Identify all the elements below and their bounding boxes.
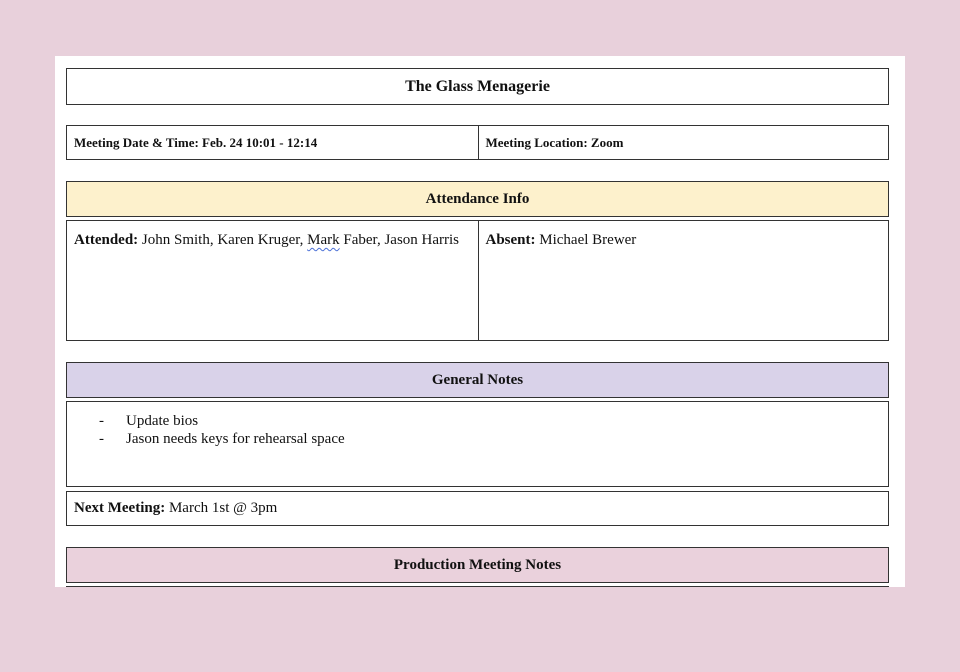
document-title: The Glass Menagerie (66, 68, 889, 105)
spellcheck-flagged-word[interactable]: Mark (307, 232, 340, 248)
meeting-datetime: Meeting Date & Time: Feb. 24 10:01 - 12:14 (74, 134, 318, 150)
bullet-marker: - (99, 431, 104, 447)
general-notes-heading: General Notes (66, 362, 889, 398)
list-item (99, 412, 888, 430)
list-item-text: Jason needs keys for rehearsal space (126, 431, 345, 447)
meeting-info-row (66, 125, 889, 160)
production-notes-heading: Production Meeting Notes (66, 547, 889, 583)
bullet-marker: - (99, 413, 104, 429)
production-notes-table (66, 586, 889, 587)
attended-names-start: John Smith, Karen Kruger, (138, 232, 308, 248)
general-notes-list (99, 412, 888, 448)
meeting-location: Meeting Location: Zoom (478, 126, 889, 159)
attendance-table (66, 220, 889, 341)
next-meeting-value: March 1st @ 3pm (165, 500, 278, 516)
list-item (99, 430, 888, 448)
absent-label: Absent: (485, 232, 536, 248)
attended-names-end: Faber, Jason Harris (339, 232, 460, 248)
attended-cell (67, 221, 478, 340)
document-page (55, 56, 905, 587)
absent-names: Michael Brewer (535, 232, 637, 248)
attended-label: Attended: (74, 232, 139, 248)
attendance-heading: Attendance Info (66, 181, 889, 217)
absent-cell (478, 221, 889, 340)
next-meeting (66, 491, 889, 526)
next-meeting-label: Next Meeting: (74, 500, 166, 516)
general-notes-body (66, 401, 889, 487)
list-item-text: Update bios (126, 413, 199, 429)
